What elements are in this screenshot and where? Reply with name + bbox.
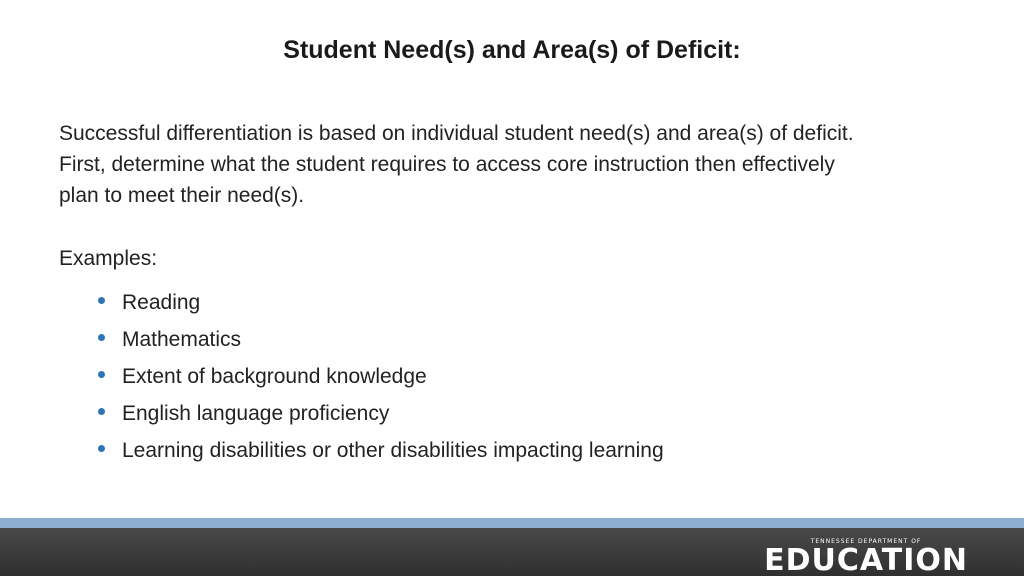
bullet-icon [98, 371, 105, 378]
list-item-label: Learning disabilities or other disabilities impacting learning [122, 439, 664, 462]
logo-main-text: EDUCATION [764, 543, 968, 578]
list-item [98, 432, 664, 469]
list-item-label: Reading [122, 291, 201, 314]
education-logo [764, 538, 968, 576]
list-item [98, 321, 664, 358]
paragraph-line: First, determine what the student requires to access core instruction then effectively [59, 153, 835, 176]
slide-title: Student Need(s) and Area(s) of Deficit: [283, 36, 741, 64]
examples-label: Examples: [59, 247, 158, 270]
footer-stripe [0, 518, 1024, 528]
bullet-icon [98, 445, 105, 452]
intro-paragraph [59, 118, 959, 211]
list-item-label: English language proficiency [122, 402, 390, 425]
list-item-label: Extent of background knowledge [122, 365, 427, 388]
list-item [98, 395, 664, 432]
examples-list [98, 284, 664, 469]
paragraph-line: Successful differentiation is based on individual student need(s) and area(s) of deficit. [59, 122, 854, 145]
list-item-label: Mathematics [122, 328, 242, 351]
paragraph-line: plan to meet their need(s). [59, 184, 305, 207]
logo-top-text: TENNESSEE DEPARTMENT OF [810, 538, 922, 545]
bullet-icon [98, 297, 105, 304]
bullet-icon [98, 408, 105, 415]
list-item [98, 284, 664, 321]
bullet-icon [98, 334, 105, 341]
list-item [98, 358, 664, 395]
